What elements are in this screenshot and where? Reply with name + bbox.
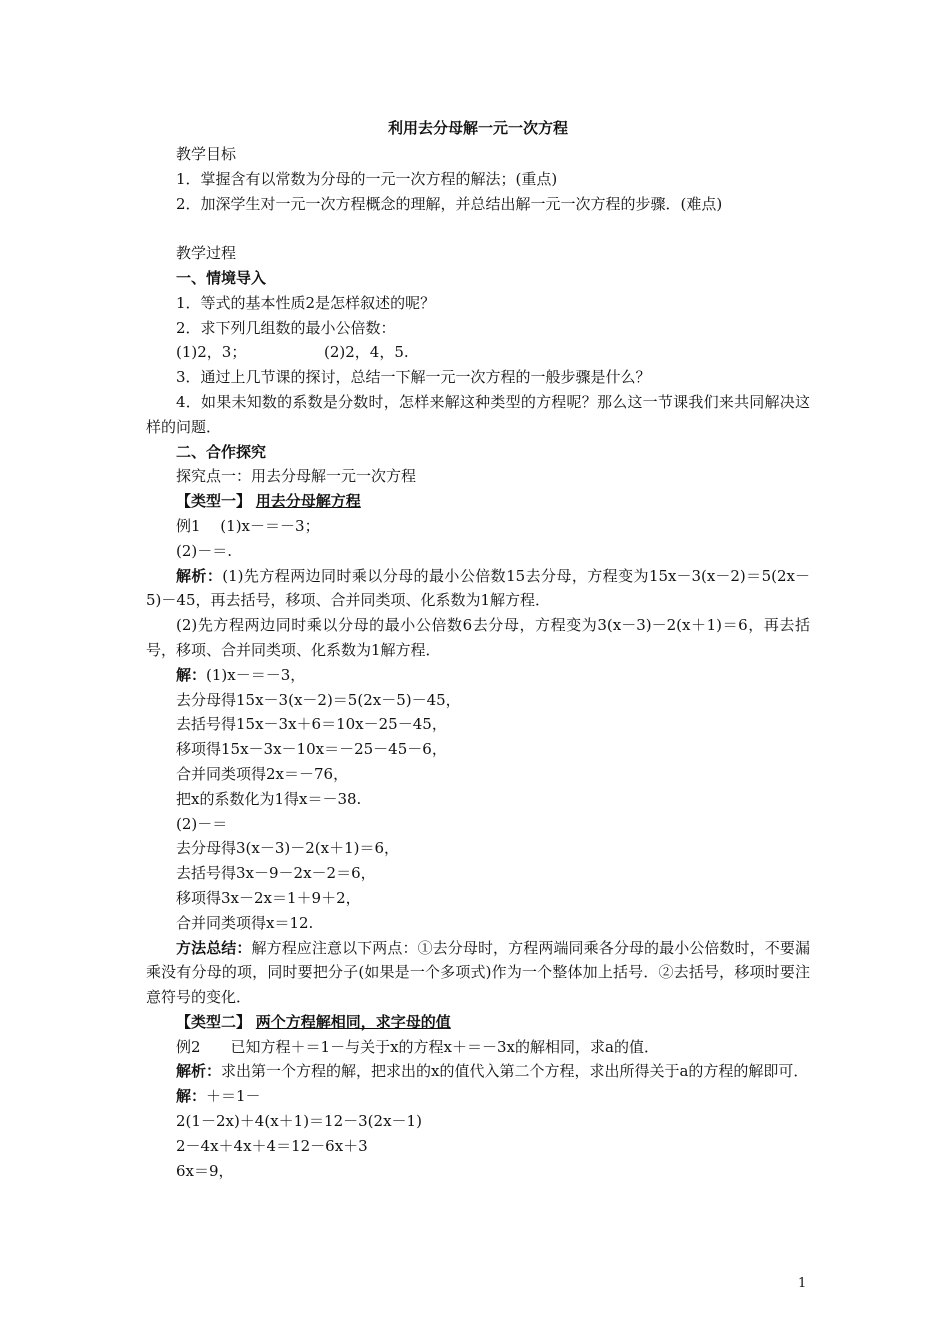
solution-2-line-0: (2)－＝ xyxy=(176,814,228,833)
solution-label-2: 解： xyxy=(176,1087,207,1106)
objective-1: 1．掌握含有以常数为分母的一元一次方程的解法；(重点) xyxy=(176,169,558,188)
example-2: 例2 已知方程＋＝1－与关于x的方程x＋＝－3x的解相同，求a的值． xyxy=(176,1037,659,1056)
analysis-text-1: (1)先方程两边同时乘以分母的最小公倍数15去分母，方程变为15x－3(x－2)＝5(2x－5)－45，再去括号，移项、合并同类项、化系数为1解方程． xyxy=(146,566,810,610)
example-2-analysis-text: 求出第一个方程的解，把求出的x的值代入第二个方程，求出所得关于a的方程的解即可． xyxy=(221,1062,809,1081)
question-3: 3．通过上几节课的探讨，总结一下解一元一次方程的一般步骤是什么？ xyxy=(176,368,651,387)
solution-1-text: (1)x－＝－3， xyxy=(206,665,306,684)
objective-2: 2．加深学生对一元一次方程概念的理解，并总结出解一元一次方程的步骤．(难点) xyxy=(176,194,723,213)
type-2-heading xyxy=(146,1010,810,1035)
solution-2-line-3: 移项得3x－2x＝1＋9＋2， xyxy=(176,888,361,907)
solution-3-line-1: 2(1－2x)＋4(x＋1)＝12－3(2x－1) xyxy=(176,1112,422,1131)
solution-1-line-0 xyxy=(146,663,810,688)
solution-3-line-2: 2－4x＋4x＋4＝12－6x＋3 xyxy=(176,1136,368,1155)
process-heading: 教学过程 xyxy=(176,244,237,263)
question-4: 4．如果未知数的系数是分数时，怎样来解这种类型的方程呢？那么这一节课我们来共同解决这样的问题． xyxy=(146,392,810,436)
example-1-line-1: 例1 (1)x－＝－3； xyxy=(176,516,320,535)
objectives-heading: 教学目标 xyxy=(176,145,237,163)
document-title: 利用去分母解一元一次方程 xyxy=(387,119,568,137)
method-summary xyxy=(146,936,810,1010)
solution-1-line-3: 移项得15x－3x－10x＝－25－45－6， xyxy=(176,740,447,759)
question-2a: (1)2，3； xyxy=(176,343,247,362)
method-text: 解方程应注意以下两点：①去分母时，方程两端同乘各分母的最小公倍数时，不要漏乘没有分母的项，同时要把分子(如果是一个多项式)作为一个整体加上括号．②去括号，移项时要注意符号的变化． xyxy=(146,938,810,1007)
type-1-title: 用去分母解方程 xyxy=(255,492,361,511)
solution-3-line-0 xyxy=(146,1084,810,1109)
section-1-heading: 一、情境导入 xyxy=(176,268,267,287)
solution-3-text: ＋＝1－ xyxy=(206,1087,261,1106)
solution-1-line-2: 去括号得15x－3x＋6＝10x－25－45， xyxy=(176,715,447,734)
solution-2-line-4: 合并同类项得x＝12. xyxy=(176,913,314,932)
explore-point-1: 探究点一：用去分母解一元一次方程 xyxy=(176,467,417,486)
type-2-bracket: 【类型二】 xyxy=(176,1012,252,1031)
question-2b: (2)2，4，5. xyxy=(324,343,409,362)
document-page xyxy=(146,118,810,1183)
question-2: 2．求下列几组数的最小公倍数： xyxy=(176,318,396,337)
solution-2-line-2: 去括号得3x－9－2x－2＝6， xyxy=(176,864,376,883)
solution-2-line-1: 去分母得3(x－3)－2(x＋1)＝6， xyxy=(176,839,400,858)
question-1: 1．等式的基本性质2是怎样叙述的呢？ xyxy=(176,293,436,312)
question-2-parts xyxy=(146,340,810,365)
example-1-analysis-1 xyxy=(146,564,810,614)
example-1-line-2: (2)－＝. xyxy=(176,541,233,560)
spacer xyxy=(146,216,810,241)
solution-1-line-5: 把x的系数化为1得x＝－38. xyxy=(176,789,362,808)
solution-1-line-1: 去分母得15x－3(x－2)＝5(2x－5)－45， xyxy=(176,690,461,709)
solution-3-line-3: 6x＝9， xyxy=(176,1161,234,1180)
section-2-heading: 二、合作探究 xyxy=(176,442,267,461)
method-label: 方法总结： xyxy=(176,938,252,957)
example-1-analysis-2: (2)先方程两边同时乘以分母的最小公倍数6去分母，方程变为3(x－3)－2(x＋1)＝6，再去括号，移项、合并同类项、化系数为1解方程． xyxy=(146,616,810,659)
page-number: 1 xyxy=(798,1276,807,1291)
solution-label: 解： xyxy=(176,665,207,684)
type-1-bracket: 【类型一】 xyxy=(176,492,252,511)
analysis-label: 解析： xyxy=(176,566,223,585)
type-2-title: 两个方程解相同，求字母的值 xyxy=(255,1012,451,1031)
example-2-analysis xyxy=(146,1059,810,1084)
solution-1-line-4: 合并同类项得2x＝－76， xyxy=(176,764,349,783)
type-1-heading xyxy=(146,489,810,514)
analysis-label-2: 解析： xyxy=(176,1062,222,1081)
